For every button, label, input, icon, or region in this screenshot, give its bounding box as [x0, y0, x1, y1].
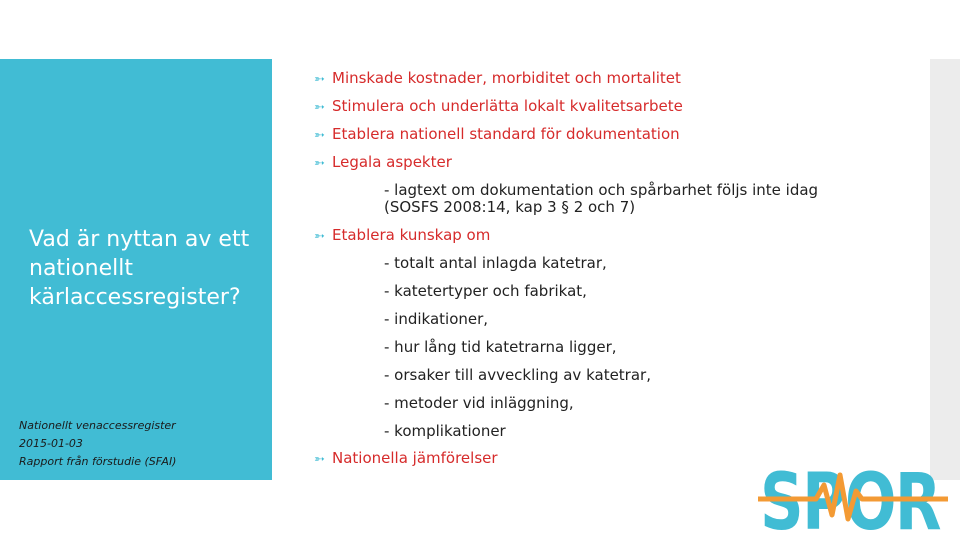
- bullet-text: Legala aspekter: [332, 153, 452, 171]
- knowledge-item: - katetertyper och fabrikat,: [384, 282, 587, 300]
- bullet-item: [314, 152, 452, 174]
- legal-detail-line: (SOSFS 2008:14, kap 3 § 2 och 7): [384, 198, 636, 216]
- source-note-line: Rapport från förstudie (SFAI): [19, 455, 177, 468]
- source-note-line: Nationellt venaccessregister: [19, 419, 176, 432]
- knowledge-item: - totalt antal inlagda katetrar,: [384, 254, 607, 272]
- bullet-text: Etablera kunskap om: [332, 226, 491, 244]
- bullet-text: Minskade kostnader, morbiditet och mortalitet: [332, 69, 681, 87]
- bullet-text: Stimulera och underlätta lokalt kvalitetsarbete: [332, 97, 683, 115]
- knowledge-item: - orsaker till avveckling av katetrar,: [384, 366, 651, 384]
- knowledge-item: - hur lång tid katetrarna ligger,: [384, 338, 617, 356]
- bullet-item: [314, 448, 498, 470]
- slide-title: Vad är nyttan av ett nationellt kärlaccessregister?: [29, 227, 250, 310]
- source-note: [19, 417, 259, 471]
- spor-logo: [758, 457, 948, 537]
- arrow-bullet-icon: ➳: [314, 100, 325, 115]
- bullet-item: [314, 124, 680, 146]
- spor-logo-text: SPOR: [760, 458, 941, 537]
- right-scroll-bar: [930, 59, 960, 480]
- bullet-text: Nationella jämförelser: [332, 449, 498, 467]
- knowledge-item: - indikationer,: [384, 310, 489, 328]
- arrow-bullet-icon: ➳: [314, 229, 325, 244]
- knowledge-item: - metoder vid inläggning,: [384, 394, 574, 412]
- source-note-line: 2015-01-03: [19, 437, 83, 450]
- legal-detail-line: - lagtext om dokumentation och spårbarhet följs inte idag: [384, 181, 819, 199]
- bullet-item: [314, 225, 490, 247]
- arrow-bullet-icon: ➳: [314, 72, 325, 87]
- arrow-bullet-icon: ➳: [314, 128, 325, 143]
- arrow-bullet-icon: ➳: [314, 156, 325, 171]
- bullet-item: [314, 68, 681, 90]
- bullet-item: [314, 96, 683, 118]
- bullet-text: Etablera nationell standard för dokumentation: [332, 125, 680, 143]
- knowledge-item: - komplikationer: [384, 422, 506, 440]
- arrow-bullet-icon: ➳: [314, 452, 325, 467]
